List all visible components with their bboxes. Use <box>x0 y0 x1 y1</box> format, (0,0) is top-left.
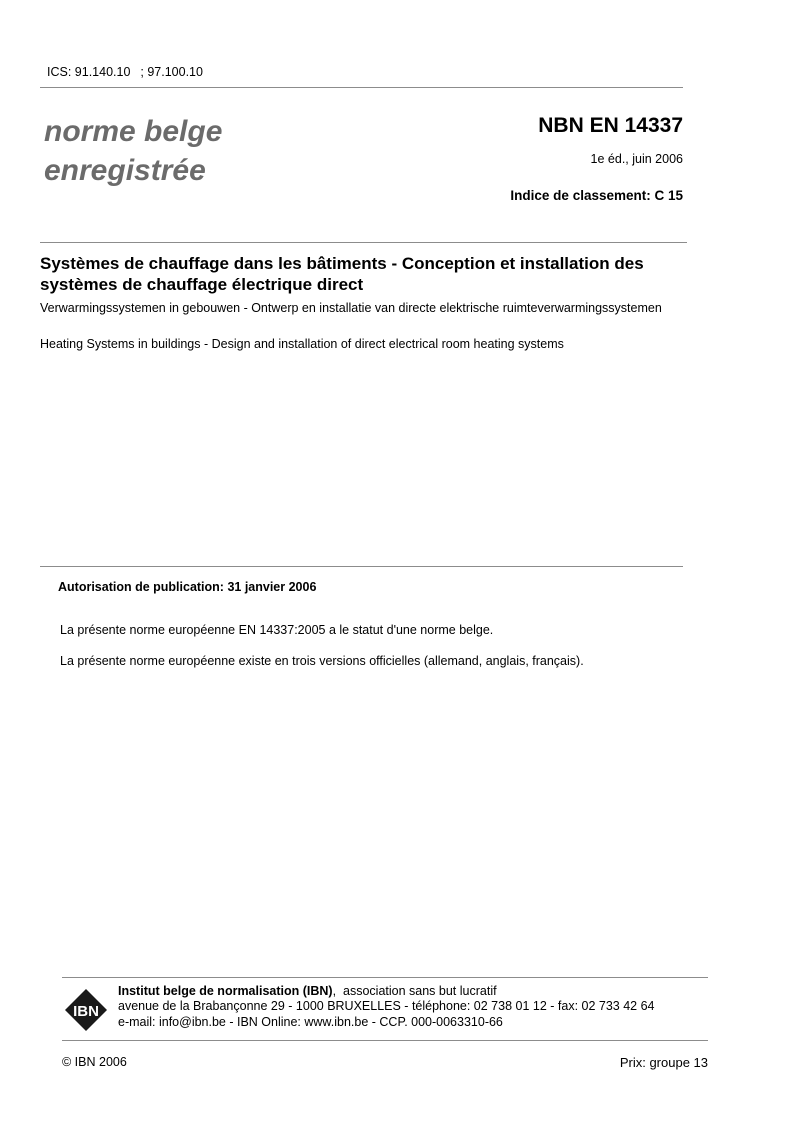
title-english: Heating Systems in buildings - Design and installation of direct electrical room heating systems <box>40 337 564 351</box>
title-dutch: Verwarmingssystemen in gebouwen - Ontwerp en installatie van directe elektrische ruimteverwarmingssystemen <box>40 301 662 315</box>
ibn-contact: e-mail: info@ibn.be - IBN Online: www.ibn.be - CCP. 000-0063310-66 <box>118 1015 503 1029</box>
ics-line <box>47 65 203 79</box>
ibn-name-suffix: , association sans but lucratif <box>332 984 497 998</box>
norme-line-1: norme belge <box>44 115 223 148</box>
copyright: © IBN 2006 <box>62 1055 127 1069</box>
edition-date: 1e éd., juin 2006 <box>590 152 683 166</box>
ics-code-1: 91.140.10 <box>74 65 131 79</box>
ibn-name-line <box>118 984 497 999</box>
status-paragraph: La présente norme européenne EN 14337:2005 a le statut d'une norme belge. <box>60 623 494 637</box>
ics-code-2: ; 97.100.10 <box>140 65 203 79</box>
ibn-address: avenue de la Brabançonne 29 - 1000 BRUXELLES - téléphone: 02 738 01 12 - fax: 02 733 42 64 <box>118 999 655 1013</box>
title-bottom-rule <box>40 566 683 567</box>
title-french: Systèmes de chauffage dans les bâtiments - Conception et installation des systèmes de chauffage électrique direct <box>40 254 644 294</box>
ibn-logo-text: IBN <box>73 1003 99 1020</box>
versions-paragraph: La présente norme européenne existe en trois versions officielles (allemand, anglais, français). <box>60 654 584 668</box>
standard-number: NBN EN 14337 <box>538 114 683 137</box>
ibn-logo-icon <box>64 988 108 1032</box>
ibn-bottom-rule <box>62 1040 708 1041</box>
ics-label: ICS: <box>47 65 72 79</box>
ibn-top-rule <box>62 977 708 978</box>
norme-line-2: enregistrée <box>44 154 206 187</box>
classification-index: Indice de classement: C 15 <box>510 188 683 203</box>
ibn-name: Institut belge de normalisation (IBN) <box>118 984 333 998</box>
price-group: Prix: groupe 13 <box>619 1055 708 1070</box>
publication-authorisation: Autorisation de publication: 31 janvier 2006 <box>58 580 317 594</box>
header-rule <box>40 87 683 88</box>
norme-belge-heading <box>44 112 222 190</box>
ibn-logo <box>64 988 108 1032</box>
title-top-rule <box>40 242 687 243</box>
